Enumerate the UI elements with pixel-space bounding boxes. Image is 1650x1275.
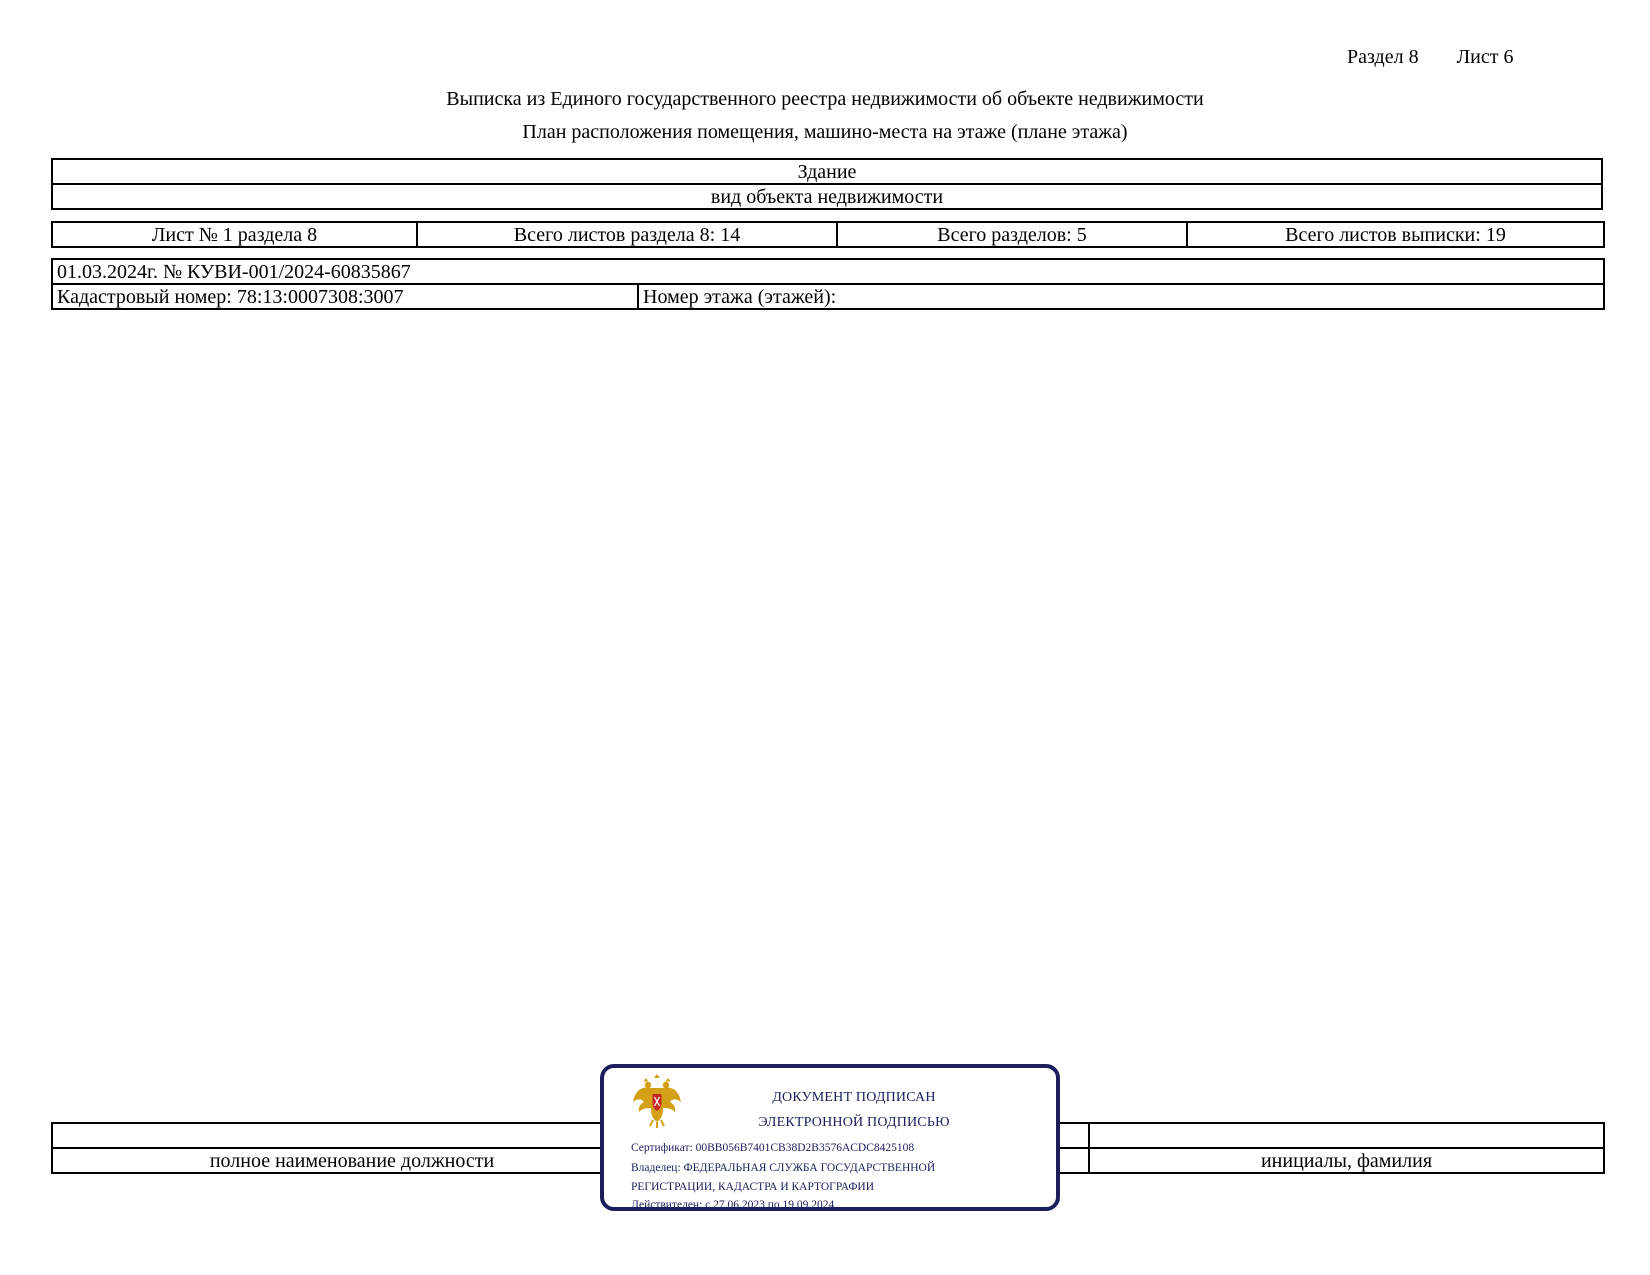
extract-date-number: 01.03.2024г. № КУВИ-001/2024-60835867 [52, 259, 1604, 284]
sheets-info-table [51, 221, 1605, 248]
object-type-caption-row [52, 184, 1602, 209]
stamp-validity: Действителен: с 27.06.2023 по 19.09.2024 [631, 1199, 835, 1211]
cadastral-row [52, 284, 1604, 309]
document-title: Выписка из Единого государственного реестра недвижимости об объекте недвижимости [446, 88, 1204, 110]
stamp-certificate: Сертификат: 00BB056B7401CB38D2B3576ACDC8425108 [631, 1142, 915, 1154]
position-caption: полное наименование должности [52, 1148, 652, 1173]
meta-table [51, 258, 1605, 310]
object-type-row [52, 159, 1602, 184]
electronic-signature-stamp [600, 1064, 1060, 1211]
date-number-row [52, 259, 1604, 284]
position-cell [52, 1123, 652, 1148]
sheets-info-row [52, 222, 1604, 247]
sheet-of-section: Лист № 1 раздела 8 [52, 222, 417, 247]
page-number [1347, 46, 1513, 69]
name-caption: инициалы, фамилия [1089, 1148, 1604, 1173]
cadastral-number: Кадастровый номер: 78:13:0007308:3007 [52, 284, 638, 309]
floor-number: Номер этажа (этажей): [638, 284, 1604, 309]
total-sections: Всего разделов: 5 [837, 222, 1187, 247]
sheet-label: Лист 6 [1456, 46, 1514, 68]
total-section-sheets: Всего листов раздела 8: 14 [417, 222, 837, 247]
object-type-value: Здание [52, 159, 1602, 184]
stamp-owner-line1: Владелец: ФЕДЕРАЛЬНАЯ СЛУЖБА ГОСУДАРСТВЕННОЙ [631, 1162, 936, 1174]
stamp-title-line2: ЭЛЕКТРОННОЙ ПОДПИСЬЮ [758, 1115, 950, 1130]
double-headed-eagle-icon [632, 1072, 682, 1128]
object-type-table [51, 158, 1603, 210]
stamp-title-line1: ДОКУМЕНТ ПОДПИСАН [772, 1090, 936, 1105]
section-label: Раздел 8 [1347, 46, 1419, 68]
total-extract-sheets: Всего листов выписки: 19 [1187, 222, 1604, 247]
document-subtitle: План расположения помещения, машино-места на этаже (плане этажа) [522, 121, 1128, 143]
stamp-owner-line2: РЕГИСТРАЦИИ, КАДАСТРА И КАРТОГРАФИИ [631, 1181, 875, 1193]
name-cell [1089, 1123, 1604, 1148]
object-type-caption: вид объекта недвижимости [52, 184, 1602, 209]
